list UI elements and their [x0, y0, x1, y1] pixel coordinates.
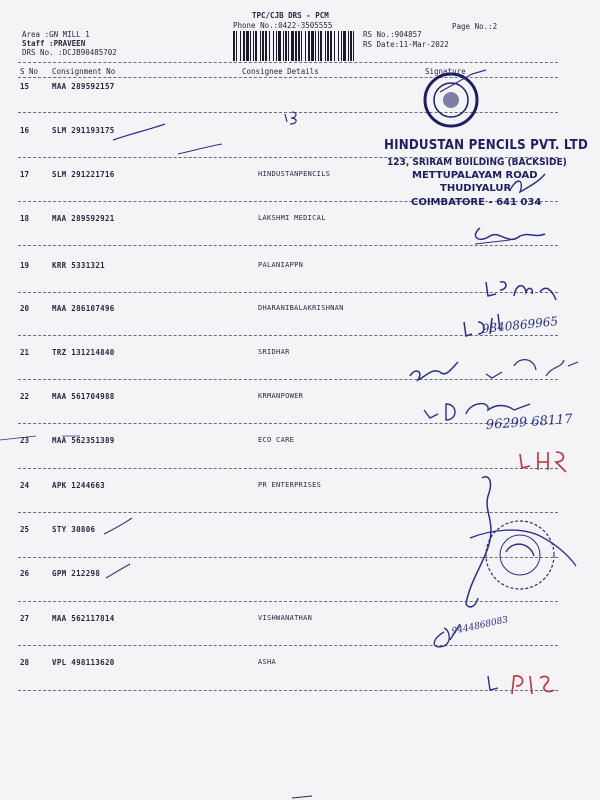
row-divider: [18, 601, 558, 602]
signature-stroke: [470, 530, 576, 566]
stamp-locality: THUDIYALUR: [440, 183, 512, 194]
row-consignment: STY 30806: [52, 525, 96, 534]
row-divider: [18, 245, 558, 246]
round-seal-icon: [425, 74, 477, 126]
rs-date: RS Date:11-Mar-2022: [363, 40, 449, 49]
checkmark-stroke: [106, 564, 130, 578]
checkmark-stroke: [178, 144, 222, 154]
signature-stroke: [486, 282, 556, 300]
row-sno: 24: [20, 481, 30, 490]
row-sno: 20: [20, 304, 30, 313]
signature-stroke: [512, 676, 554, 694]
initials-mark: [285, 112, 296, 124]
row-divider: [18, 112, 558, 113]
handwritten-phone-row20: 9840869965: [481, 314, 559, 336]
document-title: TPC/CJB DRS - PCM: [252, 11, 329, 20]
row-consignee: DHARANIBALAKRISHNAN: [258, 304, 344, 312]
row-consignment: MAA 289592157: [52, 82, 115, 91]
row-consignment: MAA 562117814: [52, 614, 115, 623]
row-consignment: SLM 291221716: [52, 170, 115, 179]
barcode: [233, 31, 357, 61]
stray-mark: [292, 796, 312, 798]
row-sno: 18: [20, 214, 30, 223]
header-divider-bottom: [18, 77, 558, 78]
signature-stroke: [475, 240, 510, 244]
stamp-company-name: HINDUSTAN PENCILS PVT. LTD: [384, 137, 588, 153]
signature-stroke: [486, 372, 502, 378]
round-stamp-icon: [486, 521, 554, 589]
row-divider: [18, 690, 558, 691]
header-divider-top: [18, 62, 558, 63]
signature-stroke: [466, 477, 491, 607]
rs-number: RS No.:904857: [363, 30, 422, 39]
row-consignee: HINDUSTANPENCILS: [258, 170, 331, 178]
row-divider: [18, 379, 558, 380]
signature-stroke: [520, 452, 566, 472]
row-consignee: VISHWANATHAN: [258, 614, 313, 622]
row-consignment: MAA 562351389: [52, 436, 115, 445]
row-divider: [18, 335, 558, 336]
row-consignment: APK 1244663: [52, 481, 105, 490]
row-sno: 26: [20, 569, 30, 578]
row-consignment: SLM 291193175: [52, 126, 115, 135]
column-consignment: Consignment No: [52, 67, 116, 76]
row-sno: 21: [20, 348, 30, 357]
row-divider: [18, 292, 558, 293]
stamp-address-line: 123, SRIRAM BUILDING (BACKSIDE): [387, 157, 567, 168]
row-sno: 27: [20, 614, 30, 623]
row-sno: 25: [20, 525, 30, 534]
row-sno: 28: [20, 658, 30, 667]
handwritten-phone-row27: 9444868083: [450, 615, 510, 637]
row-consignment: MAA 286107496: [52, 304, 115, 313]
checkmark-stroke: [113, 124, 165, 140]
handwritten-phone-row22: 96299 68117: [485, 411, 574, 433]
row-consignee: LAKSHMI MEDICAL: [258, 214, 326, 222]
row-sno: 22: [20, 392, 30, 401]
row-divider: [18, 423, 558, 424]
row-sno: 15: [20, 82, 30, 91]
stamp-city: COIMBATORE - 641 034: [411, 197, 542, 208]
signature-stroke: [475, 228, 545, 239]
column-consignee: Consignee Details: [242, 67, 319, 76]
row-sno: 17: [20, 170, 30, 179]
area-label: Area :GN MILL 1: [22, 30, 90, 39]
checkmark-stroke: [104, 518, 132, 534]
column-sno: S No: [20, 67, 39, 76]
row-divider: [18, 645, 558, 646]
row-consignee: KRMANPOWER: [258, 392, 304, 400]
barcode-graphic: [233, 31, 357, 61]
row-sno: 16: [20, 126, 30, 135]
row-consignment: MAA 289592921: [52, 214, 115, 223]
row-consignee: ECO CARE: [258, 436, 295, 444]
row-consignee: SRIDHAR: [258, 348, 290, 356]
row-consignment: VPL 498113620: [52, 658, 115, 667]
row-consignee: ASHA: [258, 658, 277, 666]
row-sno: 23: [20, 436, 30, 445]
row-sno: 19: [20, 261, 30, 270]
page-number: Page No.:2: [452, 22, 498, 31]
drs-number: DRS No. :DCJB90485702: [22, 48, 117, 57]
staff-label: Staff :PRAVEEN: [22, 39, 86, 48]
row-divider: [18, 512, 558, 513]
row-divider: [18, 557, 558, 558]
phone-number: Phone No.:0422-3505555: [233, 21, 333, 30]
row-consignment: TRZ 131214840: [52, 348, 115, 357]
column-signature: Signature: [425, 67, 466, 76]
row-consignee: PR ENTERPRISES: [258, 481, 322, 489]
row-consignment: GPM 212298: [52, 569, 101, 578]
row-consignment: KRR 5331321: [52, 261, 105, 270]
row-consignment: MAA 561704988: [52, 392, 115, 401]
signature-stroke: [514, 360, 578, 376]
stamp-road: METTUPALAYAM ROAD: [412, 170, 538, 181]
row-divider: [18, 468, 558, 469]
signature-stroke: [410, 362, 458, 380]
row-consignee: PALANIAPPN: [258, 261, 304, 269]
signature-stroke: [488, 676, 498, 690]
